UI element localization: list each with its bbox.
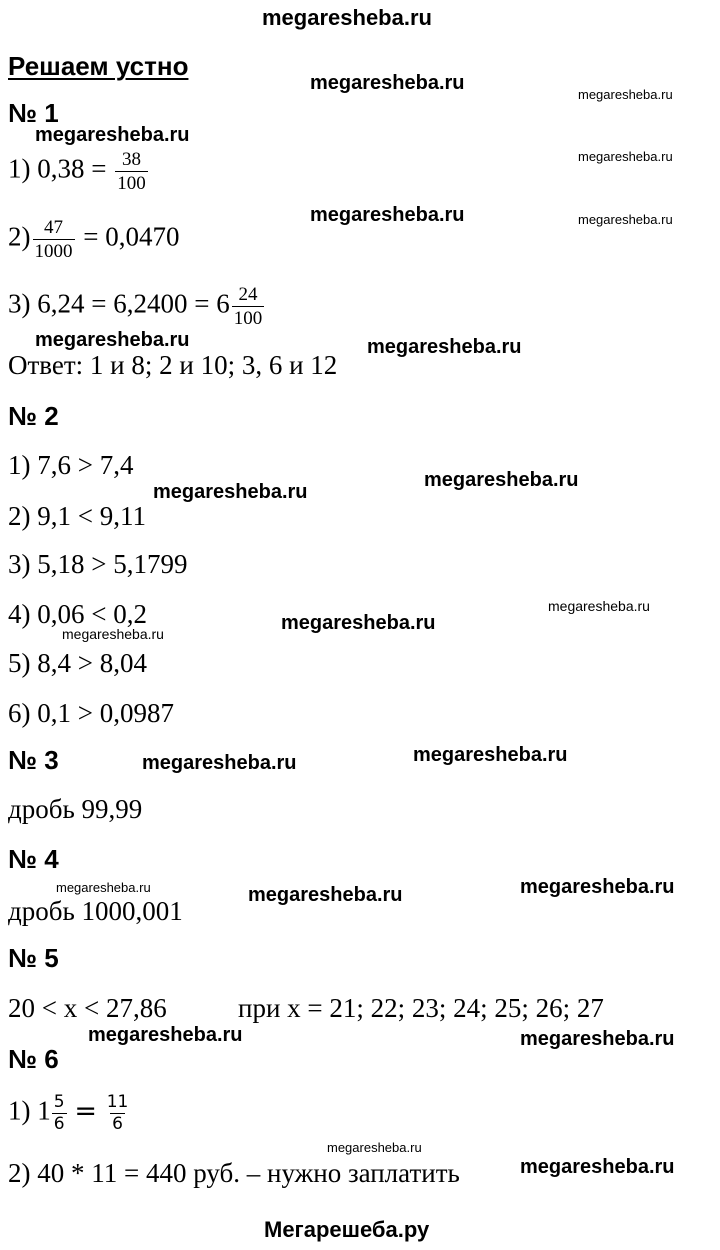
task3-text: дробь 99,99 bbox=[8, 794, 143, 824]
task2-line: 4) 0,06 < 0,2 bbox=[8, 599, 147, 629]
task6-improper-fraction bbox=[105, 1094, 131, 1133]
fraction-numerator: 24 bbox=[238, 284, 258, 305]
fraction-denominator: 6 bbox=[112, 1114, 123, 1134]
header-site: megaresheba.ru bbox=[262, 5, 432, 30]
task1-line2 bbox=[8, 218, 179, 261]
task5-inequality: 20 < x < 27,86 bbox=[8, 993, 167, 1023]
watermark: megaresheba.ru bbox=[520, 1028, 675, 1050]
task1-title: № 1 bbox=[8, 98, 59, 128]
watermark: megaresheba.ru bbox=[327, 1140, 422, 1155]
watermark: megaresheba.ru bbox=[142, 752, 297, 774]
task4-text: дробь 1000,001 bbox=[8, 896, 183, 926]
task1-line2-prefix: 2) bbox=[8, 221, 31, 252]
fraction-numerator: 38 bbox=[121, 149, 141, 170]
watermark: megaresheba.ru bbox=[424, 469, 579, 491]
watermark: megaresheba.ru bbox=[35, 124, 190, 146]
watermark: megaresheba.ru bbox=[520, 1156, 675, 1178]
task1-answer: Ответ: 1 и 8; 2 и 10; 3, 6 и 12 bbox=[8, 350, 338, 380]
task1-line3-prefix: 3) 6,24 = 6,2400 = 6 bbox=[8, 288, 230, 319]
task5-values: при x = 21; 22; 23; 24; 25; 26; 27 bbox=[238, 993, 604, 1023]
watermark: megaresheba.ru bbox=[281, 612, 436, 634]
task2-line: 6) 0,1 > 0,0987 bbox=[8, 698, 174, 728]
watermark: megaresheba.ru bbox=[520, 876, 675, 898]
watermark: megaresheba.ru bbox=[62, 626, 164, 642]
watermark: megaresheba.ru bbox=[153, 481, 308, 503]
watermark: megaresheba.ru bbox=[88, 1024, 243, 1046]
watermark: megaresheba.ru bbox=[578, 149, 673, 164]
fraction-denominator: 100 bbox=[117, 173, 146, 194]
fraction-denominator: 100 bbox=[233, 308, 263, 329]
task3-title: № 3 bbox=[8, 745, 59, 775]
task1-line3 bbox=[8, 285, 266, 328]
fraction-numerator: 5 bbox=[53, 1092, 65, 1112]
task1-line3-fraction bbox=[232, 285, 265, 328]
task1-line1 bbox=[8, 150, 150, 193]
fraction-numerator: 11 bbox=[106, 1092, 129, 1112]
task6-title: № 6 bbox=[8, 1044, 59, 1074]
task2-line: 2) 9,1 < 9,11 bbox=[8, 501, 146, 531]
task2-line: 3) 5,18 > 5,1799 bbox=[8, 549, 188, 579]
section-title: Решаем устно bbox=[8, 51, 189, 81]
task5-title: № 5 bbox=[8, 943, 59, 973]
task2-line: 5) 8,4 > 8,04 bbox=[8, 648, 147, 678]
watermark: megaresheba.ru bbox=[56, 880, 151, 895]
watermark: megaresheba.ru bbox=[548, 598, 650, 614]
task6-line1-prefix: 1) 1 bbox=[8, 1095, 51, 1126]
task1-line1-fraction bbox=[115, 150, 148, 193]
task1-line1-prefix: 1) 0,38 = bbox=[8, 153, 107, 184]
task1-line2-fraction bbox=[33, 218, 75, 261]
task2-title: № 2 bbox=[8, 401, 59, 431]
task6-line2: 2) 40 * 11 = 440 руб. – нужно заплатить bbox=[8, 1158, 460, 1188]
watermark: megaresheba.ru bbox=[248, 884, 403, 906]
fraction-numerator: 47 bbox=[44, 217, 63, 238]
fraction-denominator: 6 bbox=[53, 1114, 65, 1134]
watermark: megaresheba.ru bbox=[578, 87, 673, 102]
watermark: megaresheba.ru bbox=[578, 212, 673, 227]
task2-line: 1) 7,6 > 7,4 bbox=[8, 450, 134, 480]
watermark: megaresheba.ru bbox=[310, 204, 465, 226]
footer-site: Мегарешеба.ру bbox=[264, 1217, 430, 1242]
task4-title: № 4 bbox=[8, 844, 59, 874]
equals-sign: = bbox=[74, 1095, 97, 1127]
task1-line2-suffix: = 0,0470 bbox=[83, 221, 180, 252]
watermark: megaresheba.ru bbox=[367, 336, 522, 358]
watermark: megaresheba.ru bbox=[413, 744, 568, 766]
fraction-denominator: 1000 bbox=[34, 241, 73, 262]
task6-line1 bbox=[8, 1094, 131, 1133]
task6-mixed-fraction bbox=[52, 1094, 67, 1133]
watermark: megaresheba.ru bbox=[35, 329, 190, 351]
watermark: megaresheba.ru bbox=[310, 72, 465, 94]
